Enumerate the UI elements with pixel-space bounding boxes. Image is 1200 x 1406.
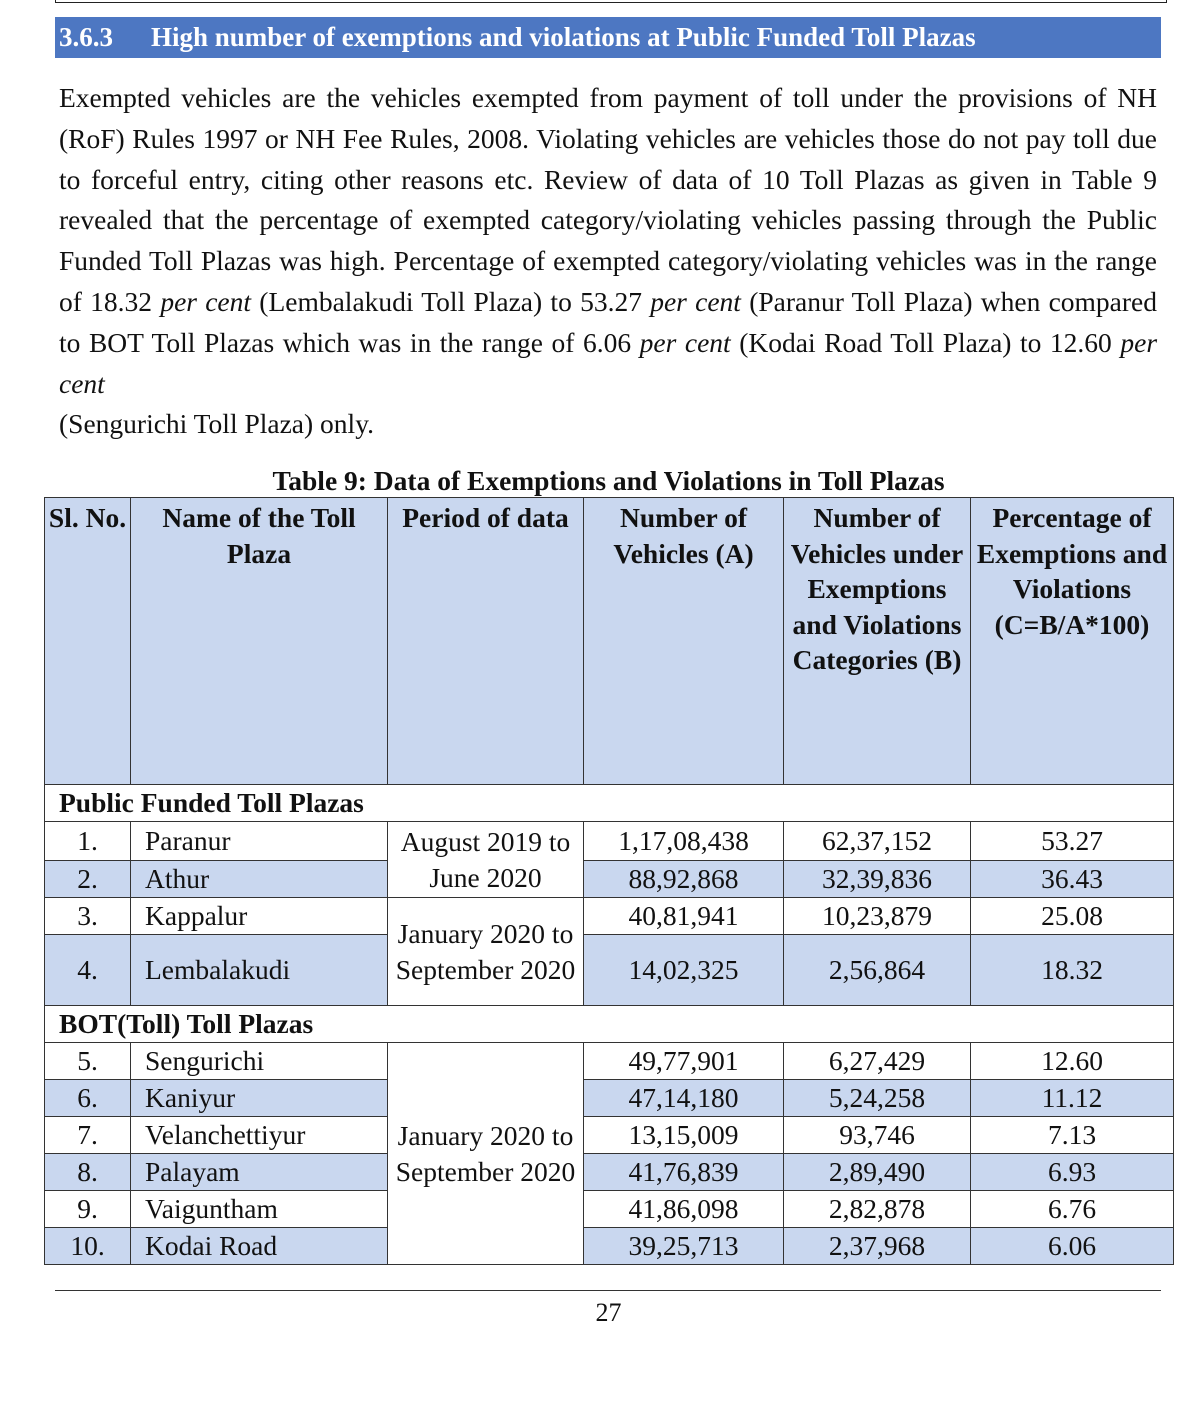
table-row [45,1191,1174,1228]
sl-no: 7. [45,1117,131,1154]
exempt-count: 2,56,864 [784,935,971,1006]
paragraph-text-3: (Paranur Toll Plaza) when compared to BOT Toll Plazas which was in the range of 6.06 [59,285,1158,358]
page-number: 27 [595,1298,622,1327]
table-row [45,1154,1174,1191]
sl-no: 2. [45,861,131,898]
vehicles-count: 88,92,868 [584,861,784,898]
percentage: 11.12 [971,1080,1174,1117]
exempt-count: 2,82,878 [784,1191,971,1228]
percentage: 6.76 [971,1191,1174,1228]
table-row [45,935,1174,1006]
vehicles-count: 1,17,08,438 [584,822,784,861]
per-cent-italic: per cent [650,285,741,317]
table-row [45,1117,1174,1154]
header-period: Period of data [388,498,584,785]
section-title: High number of exemptions and violations at Public Funded Toll Plazas [151,22,976,52]
table-caption: Table 9: Data of Exemptions and Violations in Toll Plazas [272,465,945,496]
toll-plaza-name: Velanchettiyur [131,1117,388,1154]
percentage: 6.93 [971,1154,1174,1191]
period-cell: August 2019 to June 2020 [388,822,584,898]
paragraph-text-4: (Kodai Road Toll Plaza) to 12.60 [739,326,1112,358]
table-row [45,1080,1174,1117]
vehicles-count: 39,25,713 [584,1228,784,1265]
percentage: 53.27 [971,822,1174,861]
per-cent-italic: per cent [160,285,252,317]
sl-no: 5. [45,1043,131,1080]
exempt-count: 5,24,258 [784,1080,971,1117]
vehicles-count: 41,76,839 [584,1154,784,1191]
toll-plaza-table [44,497,1174,1265]
sl-no: 6. [45,1080,131,1117]
vehicles-count: 13,15,009 [584,1117,784,1154]
section-label-public: Public Funded Toll Plazas [45,785,1174,822]
percentage: 12.60 [971,1043,1174,1080]
toll-plaza-name: Vaiguntham [131,1191,388,1228]
paragraph-text-2: (Lembalakudi Toll Plaza) to 53.27 [259,285,642,317]
sl-no: 1. [45,822,131,861]
section-label-bot: BOT(Toll) Toll Plazas [45,1006,1174,1043]
toll-plaza-name: Kodai Road [131,1228,388,1265]
sl-no: 4. [45,935,131,1006]
vehicles-count: 49,77,901 [584,1043,784,1080]
period-cell: January 2020 to September 2020 [388,1043,584,1265]
toll-plaza-name: Athur [131,861,388,898]
per-cent-italic: per cent [639,326,731,358]
table-row [45,861,1174,898]
toll-plaza-name: Sengurichi [131,1043,388,1080]
toll-plaza-name: Lembalakudi [131,935,388,1006]
table-row [45,1043,1174,1080]
exempt-count: 32,39,836 [784,861,971,898]
vehicles-count: 14,02,325 [584,935,784,1006]
vehicles-count: 41,86,098 [584,1191,784,1228]
percentage: 36.43 [971,861,1174,898]
sl-no: 10. [45,1228,131,1265]
footer-divider [55,1290,1161,1291]
body-paragraph [59,78,1157,445]
sl-no: 8. [45,1154,131,1191]
toll-plaza-name: Kaniyur [131,1080,388,1117]
header-vehicles: Number of Vehicles (A) [584,498,784,785]
exempt-count: 2,37,968 [784,1228,971,1265]
header-sl-no: Sl. No. [45,498,131,785]
exempt-count: 62,37,152 [784,822,971,861]
per-cent-italic: per cent [59,326,1158,399]
table-row [45,822,1174,861]
exempt-count: 6,27,429 [784,1043,971,1080]
toll-plaza-name: Palayam [131,1154,388,1191]
header-exemptions: Number of Vehicles under Exemptions and Violations Categories (B) [784,498,971,785]
header-percentage: Percentage of Exemptions and Violations (C=B/A*100) [971,498,1174,785]
sl-no: 3. [45,898,131,935]
percentage: 6.06 [971,1228,1174,1265]
section-heading [55,17,1161,58]
exempt-count: 93,746 [784,1117,971,1154]
vehicles-count: 47,14,180 [584,1080,784,1117]
paragraph-text-1: Exempted vehicles are the vehicles exempted from payment of toll under the provisions of NH (RoF) Rules 1997 or NH Fee Rules, 2008. Violating vehicles are vehicles those do not pay toll due to forceful entry, citing other reasons etc. Review of data of 10 Toll Plazas as given in Table 9 revealed that the percentage of exempted category/violating vehicles passing through the Public Funded Toll Plazas was high. Percentage of exempted category/violating vehicles was in the range of 18.32 [59,82,1157,317]
section-number: 3.6.3 [59,22,113,52]
exempt-count: 10,23,879 [784,898,971,935]
period-cell: January 2020 to September 2020 [388,898,584,1006]
percentage: 25.08 [971,898,1174,935]
percentage: 18.32 [971,935,1174,1006]
toll-plaza-name: Paranur [131,822,388,861]
sl-no: 9. [45,1191,131,1228]
top-border [55,0,1167,3]
paragraph-text-5: (Sengurichi Toll Plaza) only. [59,408,375,440]
vehicles-count: 40,81,941 [584,898,784,935]
percentage: 7.13 [971,1117,1174,1154]
toll-plaza-name: Kappalur [131,898,388,935]
exempt-count: 2,89,490 [784,1154,971,1191]
header-name: Name of the Toll Plaza [131,498,388,785]
table-row [45,1228,1174,1265]
table-row [45,898,1174,935]
